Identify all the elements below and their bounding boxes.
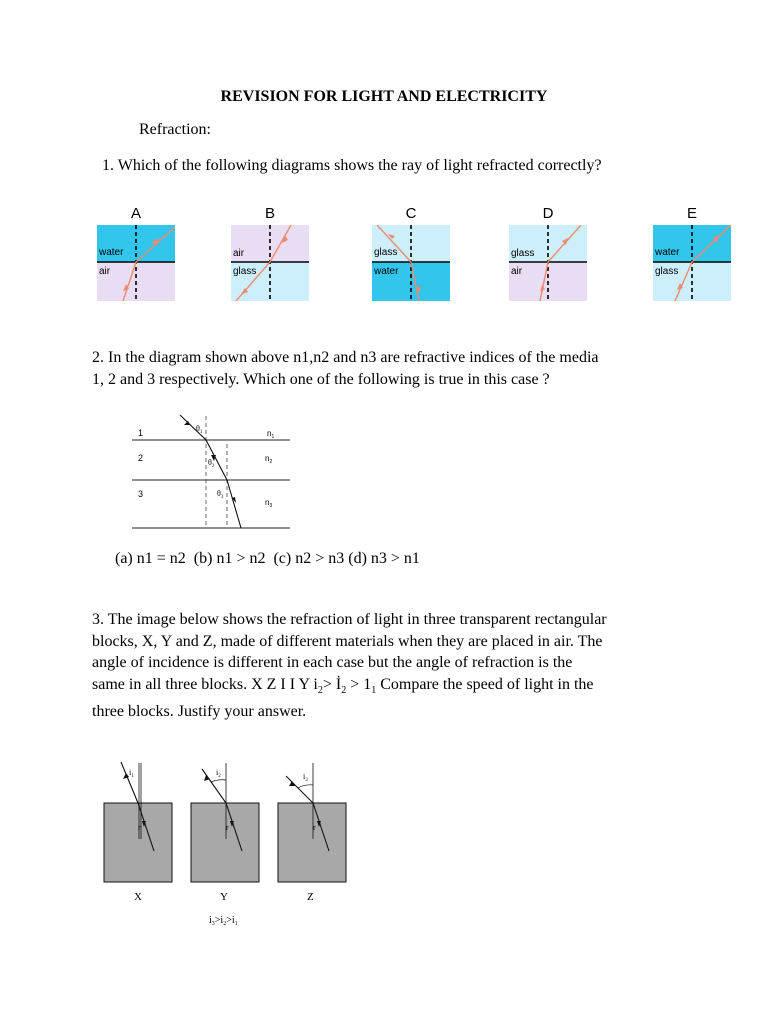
- layer-label: 2: [138, 453, 144, 463]
- panel-b: [231, 205, 309, 301]
- incidence-angle-label: $i_2$: [216, 768, 221, 779]
- panel-letter: A: [130, 205, 141, 222]
- incidence-angle-label: $i_3$: [303, 772, 308, 783]
- refraction-angle-label: r: [313, 823, 316, 832]
- block-label: Y: [220, 891, 228, 903]
- panel-letter: D: [542, 205, 554, 222]
- layer-label: 3: [138, 489, 144, 499]
- block-z: [278, 763, 346, 903]
- question-2-line-1: 2. In the diagram shown above n1,n2 and n3 are refractive indices of the media: [92, 349, 599, 366]
- question-3-line-2: blocks, X, Y and Z, made of different materials when they are placed in air. The: [92, 632, 603, 650]
- question-1-text: 1. Which of the following diagrams shows the ray of light refracted correctly?: [102, 157, 602, 174]
- layered-media-diagram: [128, 410, 298, 535]
- panel-b-top-label: air: [233, 248, 245, 259]
- angle-theta-2-label: $\theta_2$: [208, 458, 215, 469]
- refraction-angle-label: r: [138, 823, 141, 832]
- panel-d-top-label: glass: [511, 248, 535, 259]
- refraction-panel-a-diagram: [97, 225, 175, 301]
- panel-e-bottom-label: glass: [655, 266, 679, 277]
- refraction-panel-b-diagram: [231, 225, 309, 301]
- refraction-angle-label: r: [226, 823, 229, 832]
- incidence-order-caption: $i_3>i_2>i_1$: [209, 915, 238, 927]
- question-3-text: [92, 609, 682, 723]
- panel-a-bottom-label: air: [99, 266, 111, 277]
- panel-c-top-label: glass: [374, 247, 398, 258]
- panel-d-bottom-label: air: [511, 266, 523, 277]
- refraction-panel-c-diagram: [372, 225, 450, 301]
- three-blocks-diagram: [98, 755, 358, 935]
- block-label: Z: [307, 891, 314, 903]
- incidence-angle-label: $i_1$: [129, 768, 134, 779]
- question-2-options: (a) n1 = n2 (b) n1 > n2 (c) n2 > n3 (d) n3 > n1: [115, 550, 420, 567]
- panel-letter: C: [405, 205, 417, 222]
- panel-a-top-label: water: [99, 247, 124, 258]
- panel-c-bottom-label: water: [374, 266, 399, 277]
- layer-label: 1: [138, 428, 144, 438]
- question-3-line-1: 3. The image below shows the refraction of light in three transparent rectangular: [92, 611, 607, 628]
- block-label: X: [134, 891, 142, 903]
- block-y: [191, 763, 259, 903]
- angle-theta-3-label: $\theta_3$: [217, 489, 224, 500]
- index-n3-label: $n_3$: [265, 498, 273, 509]
- page-title: REVISION FOR LIGHT AND ELECTRICITY: [220, 88, 548, 105]
- panel-e: [653, 205, 731, 301]
- panel-b-bottom-label: glass: [233, 266, 257, 277]
- refraction-panel-e-diagram: [653, 225, 731, 301]
- refraction-panel-d-diagram: [509, 225, 587, 301]
- index-n1-label: $n_1$: [267, 429, 275, 440]
- question-3-line-5: three blocks. Justify your answer.: [92, 703, 307, 721]
- question-2-line-2: 1, 2 and 3 respectively. Which one of the following is true in this case ?: [92, 371, 550, 388]
- section-heading: Refraction:: [139, 121, 211, 138]
- panel-e-top-label: water: [655, 247, 680, 258]
- index-n2-label: $n_2$: [265, 454, 273, 465]
- panel-letter: B: [264, 205, 275, 222]
- panel-c: [372, 205, 450, 301]
- panel-letter: E: [686, 205, 697, 222]
- question-3-line-3: angle of incidence is different in each case but the angle of refraction is the: [92, 654, 573, 671]
- question-3-line-4: same in all three blocks. X Z I I Y $i_2>$ $İ_2 > 1_1$ Compare the speed of light in the: [92, 675, 594, 696]
- panel-a: [97, 205, 175, 301]
- angle-theta-1-label: $\theta_1$: [196, 424, 203, 435]
- block-x: [104, 762, 172, 903]
- panel-d: [509, 205, 587, 301]
